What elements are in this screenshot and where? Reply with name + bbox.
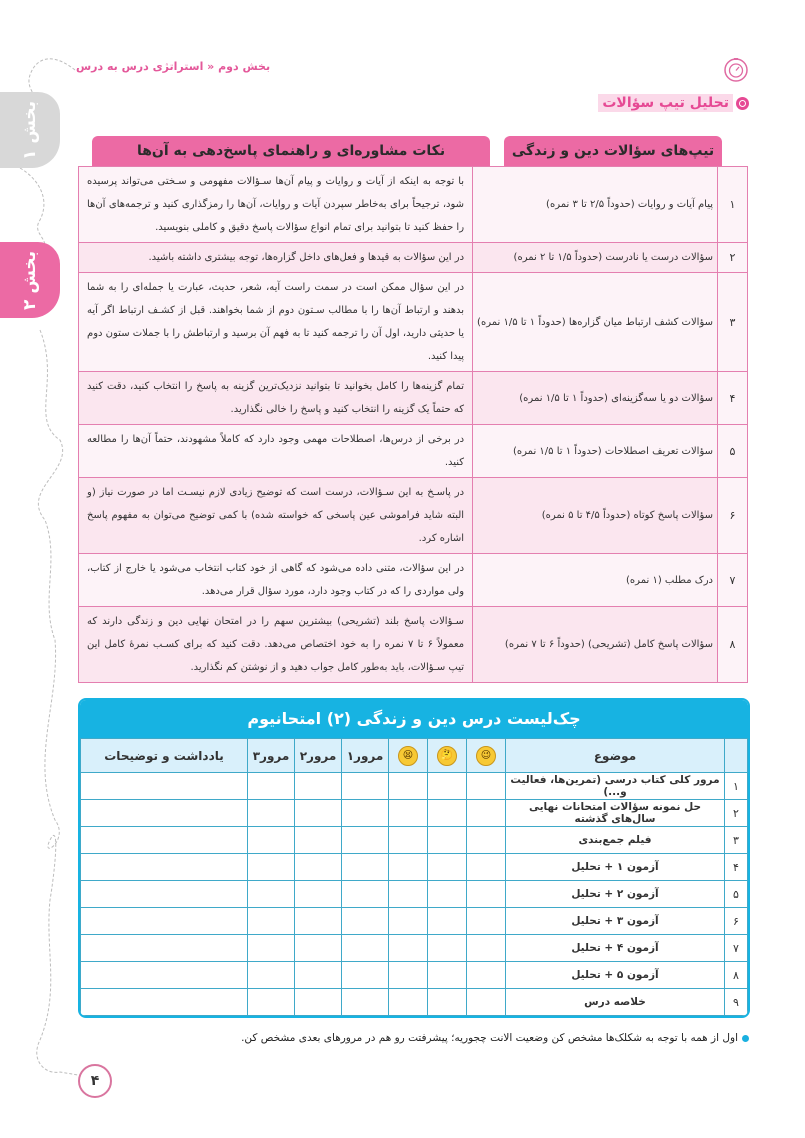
winking-face-icon: 😉 bbox=[476, 746, 496, 766]
row-number: ۴ bbox=[725, 854, 748, 881]
footnote-text: اول از همه با توجه به شکلک‌ها مشخص کن وضعیت الانت چجوریه؛ پیشرفتت رو هم در مرورهای بعدی مشخص کن. bbox=[241, 1032, 738, 1044]
notes-cell[interactable] bbox=[81, 908, 248, 935]
thinking-face-cell[interactable] bbox=[428, 854, 467, 881]
question-type-row bbox=[79, 167, 748, 243]
review-2-cell[interactable] bbox=[295, 773, 342, 800]
notes-cell[interactable] bbox=[81, 989, 248, 1016]
tired-face-cell[interactable] bbox=[389, 908, 428, 935]
question-type: سؤالات درست یا نادرست (حدوداً ۱/۵ تا ۲ نمره) bbox=[473, 243, 718, 273]
header-notes: یادداشت و توضیحات bbox=[81, 739, 248, 773]
review-3-cell[interactable] bbox=[248, 800, 295, 827]
row-subject: خلاصه درس bbox=[506, 989, 725, 1016]
winking-face-cell[interactable] bbox=[467, 962, 506, 989]
thinking-face-cell[interactable] bbox=[428, 935, 467, 962]
review-1-cell[interactable] bbox=[342, 989, 389, 1016]
section-title-text: تحلیل تیپ سؤالات bbox=[598, 94, 733, 112]
header-subject: موضوع bbox=[506, 739, 725, 773]
column-header-advice: نکات مشاوره‌ای و راهنمای پاسخ‌دهی به آن‌ها bbox=[92, 136, 490, 166]
thinking-face-cell[interactable] bbox=[428, 827, 467, 854]
checklist-row bbox=[81, 908, 748, 935]
review-1-cell[interactable] bbox=[342, 908, 389, 935]
row-number: ۷ bbox=[718, 554, 748, 607]
question-type: سؤالات تعریف اصطلاحات (حدوداً ۱ تا ۱/۵ نمره) bbox=[473, 425, 718, 478]
checklist-row bbox=[81, 881, 748, 908]
row-number: ۳ bbox=[725, 827, 748, 854]
review-3-cell[interactable] bbox=[248, 962, 295, 989]
advice-text: در این سؤالات، متنی داده می‌شود که گاهی از خود کتاب انتخاب می‌شود یا خارج از کتاب، ولی مواردی را که در کتاب وجود دارد، مورد سؤال قرار می‌دهد. bbox=[79, 554, 473, 607]
row-subject: آزمون ۳ + تحلیل bbox=[506, 908, 725, 935]
question-type: سؤالات دو یا سه‌گزینه‌ای (حدوداً ۱ تا ۱/۵ نمره) bbox=[473, 372, 718, 425]
question-type: سؤالات پاسخ کامل (تشریحی) (حدوداً ۶ تا ۷ نمره) bbox=[473, 607, 718, 683]
side-tab-part-1[interactable] bbox=[0, 92, 60, 168]
header-thinking-face bbox=[428, 739, 467, 773]
row-number: ۶ bbox=[718, 478, 748, 554]
review-1-cell[interactable] bbox=[342, 962, 389, 989]
question-type: پیام آیات و روایات (حدوداً ۲/۵ تا ۳ نمره) bbox=[473, 167, 718, 243]
review-2-cell[interactable] bbox=[295, 800, 342, 827]
notes-cell[interactable] bbox=[81, 800, 248, 827]
thinking-face-cell[interactable] bbox=[428, 800, 467, 827]
question-type-row bbox=[79, 243, 748, 273]
checklist-row bbox=[81, 935, 748, 962]
thinking-face-cell[interactable] bbox=[428, 962, 467, 989]
advice-text: در این سؤالات به قیدها و فعل‌های داخل گزاره‌ها، توجه بیشتری داشته باشید. bbox=[79, 243, 473, 273]
review-1-cell[interactable] bbox=[342, 773, 389, 800]
checklist-row bbox=[81, 854, 748, 881]
row-number: ۶ bbox=[725, 908, 748, 935]
advice-text: تمام گزینه‌ها را کامل بخوانید تا بتوانید نزدیک‌ترین گزینه به پاسخ را انتخاب کنید، دقت کنید که حتماً یک گزینه را انتخاب کنید و پاسخ را خالی نگذارید. bbox=[79, 372, 473, 425]
question-type: سؤالات کشف ارتباط میان گزاره‌ها (حدوداً ۱ تا ۱/۵ نمره) bbox=[473, 273, 718, 372]
review-3-cell[interactable] bbox=[248, 854, 295, 881]
thinking-face-cell[interactable] bbox=[428, 881, 467, 908]
question-type: درک مطلب (۱ نمره) bbox=[473, 554, 718, 607]
review-2-cell[interactable] bbox=[295, 962, 342, 989]
review-3-cell[interactable] bbox=[248, 935, 295, 962]
header-number bbox=[725, 739, 748, 773]
row-number: ۷ bbox=[725, 935, 748, 962]
advice-text: در این سؤال ممکن است در سمت راست آیه، شعر، حدیث، عبارت یا جمله‌ای را به شما بدهند و ارتباط آن‌ها را با مطالب سـتون دوم از شما بخواهند. قبل از کشـف ارتباط اگر آیه یا حدیثی دارید، اول آن را ترجمه کنید تا به فهم آن برسید و ارتباطش را با جملات ستون دوم پیدا کنید. bbox=[79, 273, 473, 372]
notes-cell[interactable] bbox=[81, 935, 248, 962]
review-2-cell[interactable] bbox=[295, 908, 342, 935]
checklist-row bbox=[81, 989, 748, 1016]
dashed-decoration-line bbox=[0, 0, 80, 1138]
tired-face-cell[interactable] bbox=[389, 881, 428, 908]
row-number: ۵ bbox=[718, 425, 748, 478]
row-number: ۹ bbox=[725, 989, 748, 1016]
thinking-face-icon: 🤔 bbox=[437, 746, 457, 766]
review-2-cell[interactable] bbox=[295, 935, 342, 962]
winking-face-cell[interactable] bbox=[467, 935, 506, 962]
header-winking-face bbox=[467, 739, 506, 773]
row-subject: آزمون ۵ + تحلیل bbox=[506, 962, 725, 989]
checklist-row bbox=[81, 827, 748, 854]
question-type-row bbox=[79, 372, 748, 425]
side-tab-part-2[interactable] bbox=[0, 242, 60, 318]
tired-face-cell[interactable] bbox=[389, 854, 428, 881]
checklist-row bbox=[81, 800, 748, 827]
review-1-cell[interactable] bbox=[342, 935, 389, 962]
tired-face-cell[interactable] bbox=[389, 773, 428, 800]
section-title bbox=[598, 94, 749, 112]
footnote bbox=[241, 1032, 749, 1044]
tired-face-cell[interactable] bbox=[389, 962, 428, 989]
side-tab-label: بخش ۱ bbox=[20, 100, 40, 160]
row-subject: حل نمونه سؤالات امتحانات نهایی سال‌های گذشته bbox=[506, 800, 725, 827]
question-type-row bbox=[79, 607, 748, 683]
winking-face-cell[interactable] bbox=[467, 908, 506, 935]
row-number: ۸ bbox=[718, 607, 748, 683]
review-3-cell[interactable] bbox=[248, 773, 295, 800]
question-type-row bbox=[79, 425, 748, 478]
tired-face-cell[interactable] bbox=[389, 935, 428, 962]
checklist-table bbox=[80, 738, 748, 1016]
checklist-row bbox=[81, 962, 748, 989]
checklist-panel bbox=[78, 698, 750, 1018]
tired-face-icon: 😫 bbox=[398, 746, 418, 766]
header-review-3: مرور۳ bbox=[248, 739, 295, 773]
row-number: ۱ bbox=[718, 167, 748, 243]
thinking-face-cell[interactable] bbox=[428, 908, 467, 935]
breadcrumb: بخش دوم « استراتژی درس به درس bbox=[76, 60, 271, 73]
winking-face-cell[interactable] bbox=[467, 881, 506, 908]
target-icon bbox=[736, 97, 749, 110]
thinking-face-cell[interactable] bbox=[428, 989, 467, 1016]
question-type-row bbox=[79, 478, 748, 554]
row-number: ۸ bbox=[725, 962, 748, 989]
thinking-face-cell[interactable] bbox=[428, 773, 467, 800]
winking-face-cell[interactable] bbox=[467, 773, 506, 800]
winking-face-cell[interactable] bbox=[467, 989, 506, 1016]
row-number: ۵ bbox=[725, 881, 748, 908]
winking-face-cell[interactable] bbox=[467, 800, 506, 827]
row-subject: آزمون ۲ + تحلیل bbox=[506, 881, 725, 908]
row-number: ۱ bbox=[725, 773, 748, 800]
header-review-2: مرور۲ bbox=[295, 739, 342, 773]
advice-text: با توجه به اینکه از آیات و روایات و پیام آن‌ها سـؤالات مفهومی و سـختی می‌تواند پرسیده شود، ترجیحاً برای به‌خاطر سپردن آیات و روایات، آن‌ها را رمزگذاری کنید و ترجمه‌های آن‌ها را حفظ کنید تا بتوانید برای تمام انواع سؤالات پاسخ دقیق و کاملی بنویسید. bbox=[79, 167, 473, 243]
advice-text: در پاسـخ به این سـؤالات، درست است که توضیح زیادی لازم نیسـت اما در صورت نیاز (و البته شاید فراموشی عین پاسخی که خواسته شده) با کمی توضیح می‌توان به مفهوم پاسخ اشاره کرد. bbox=[79, 478, 473, 554]
review-2-cell[interactable] bbox=[295, 881, 342, 908]
row-subject: آزمون ۱ + تحلیل bbox=[506, 854, 725, 881]
tired-face-cell[interactable] bbox=[389, 800, 428, 827]
review-2-cell[interactable] bbox=[295, 854, 342, 881]
review-2-cell[interactable] bbox=[295, 989, 342, 1016]
advice-text: در برخی از درس‌ها، اصطلاحات مهمی وجود دارد که کاملاً مشهودند، حتماً آن‌ها را مطالعه کنید. bbox=[79, 425, 473, 478]
header-tired-face bbox=[389, 739, 428, 773]
advice-text: سـؤالات پاسخ بلند (تشریحی) بیشترین سهم را در امتحان نهایی دین و زندگی دارند که معمولاً ۶ تا ۷ نمره را به خود اختصاص می‌دهد. دقت کنید که برای کسـب نمرهٔ کامل این تیپ سـؤالات، باید به‌طور کامل جواب دهید و از نوشتن کم نگذارید. bbox=[79, 607, 473, 683]
stopwatch-icon bbox=[723, 56, 749, 82]
review-1-cell[interactable] bbox=[342, 881, 389, 908]
row-number: ۴ bbox=[718, 372, 748, 425]
page-number: ۴ bbox=[78, 1064, 112, 1098]
review-1-cell[interactable] bbox=[342, 854, 389, 881]
review-3-cell[interactable] bbox=[248, 989, 295, 1016]
question-type-row bbox=[79, 273, 748, 372]
row-subject: فیلم جمع‌بندی bbox=[506, 827, 725, 854]
checklist-title: چک‌لیست درس دین و زندگی (۲) امتحانیوم bbox=[80, 700, 748, 738]
tired-face-cell[interactable] bbox=[389, 989, 428, 1016]
notes-cell[interactable] bbox=[81, 881, 248, 908]
tired-face-cell[interactable] bbox=[389, 827, 428, 854]
header-review-1: مرور۱ bbox=[342, 739, 389, 773]
review-3-cell[interactable] bbox=[248, 908, 295, 935]
row-number: ۲ bbox=[725, 800, 748, 827]
question-types-table bbox=[78, 166, 748, 683]
column-header-question-types: تیپ‌های سؤالات دین و زندگی bbox=[504, 136, 722, 166]
review-3-cell[interactable] bbox=[248, 881, 295, 908]
review-2-cell[interactable] bbox=[295, 827, 342, 854]
review-3-cell[interactable] bbox=[248, 827, 295, 854]
row-subject: مرور کلی کتاب درسی (تمرین‌ها، فعالیت و...) bbox=[506, 773, 725, 800]
notes-cell[interactable] bbox=[81, 827, 248, 854]
row-subject: آزمون ۴ + تحلیل bbox=[506, 935, 725, 962]
checklist-row bbox=[81, 773, 748, 800]
question-type-row bbox=[79, 554, 748, 607]
winking-face-cell[interactable] bbox=[467, 854, 506, 881]
winking-face-cell[interactable] bbox=[467, 827, 506, 854]
notes-cell[interactable] bbox=[81, 854, 248, 881]
row-number: ۲ bbox=[718, 243, 748, 273]
question-type: سؤالات پاسخ کوتاه (حدوداً ۴/۵ تا ۵ نمره) bbox=[473, 478, 718, 554]
notes-cell[interactable] bbox=[81, 962, 248, 989]
row-number: ۳ bbox=[718, 273, 748, 372]
checklist-header-row bbox=[81, 739, 748, 773]
review-1-cell[interactable] bbox=[342, 800, 389, 827]
side-tab-label: بخش ۲ bbox=[20, 250, 40, 310]
notes-cell[interactable] bbox=[81, 773, 248, 800]
bullet-icon bbox=[742, 1035, 749, 1042]
review-1-cell[interactable] bbox=[342, 827, 389, 854]
